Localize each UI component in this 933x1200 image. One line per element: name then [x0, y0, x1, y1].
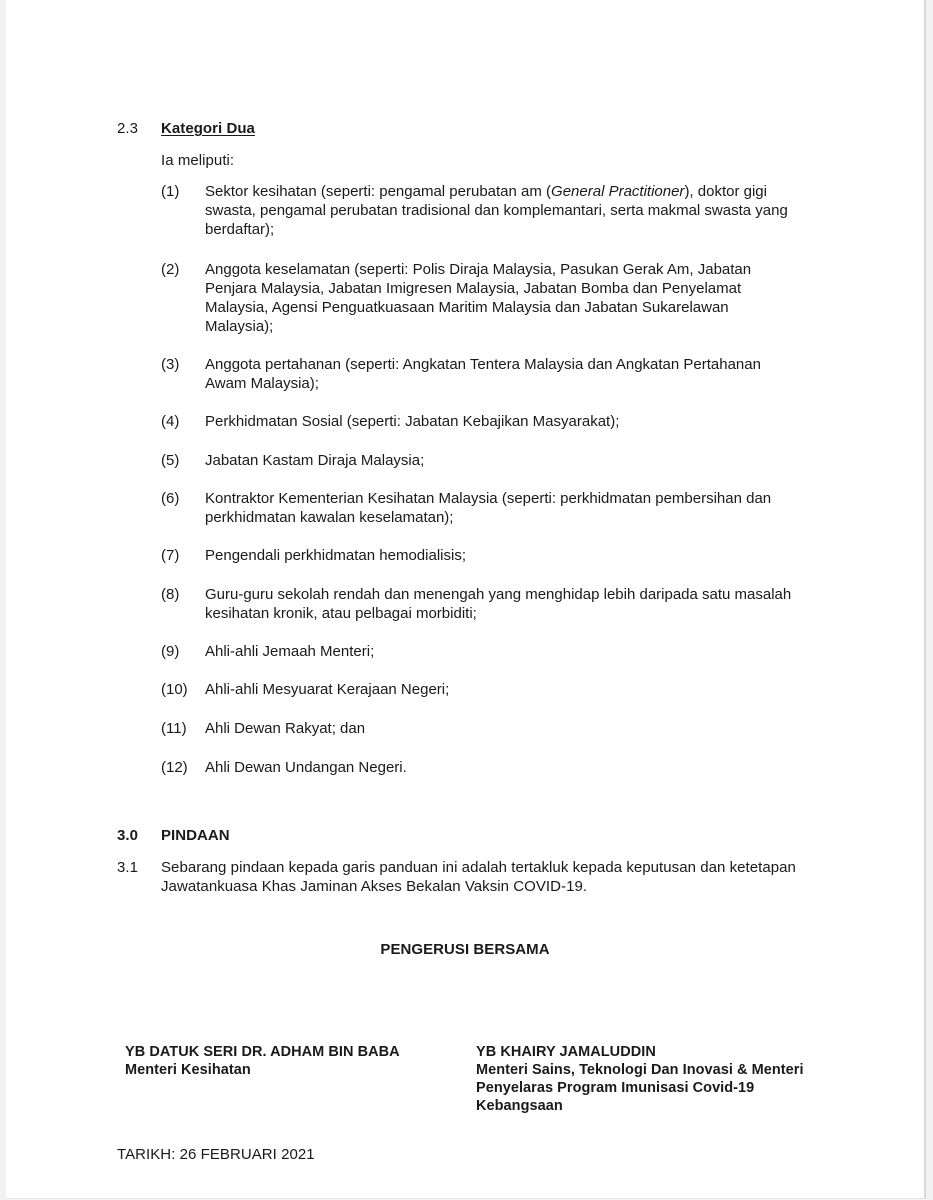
list-item: Sektor kesihatan (seperti: pengamal perubatan am (General Practitioner), doktor gigi swasta, pengamal perubatan tradisional dan komplemantari, serta makmal swasta yang berdaftar); [205, 183, 788, 238]
list-item-number: (7) [161, 547, 180, 564]
list-item-number: (8) [161, 586, 180, 603]
list-item: Ahli-ahli Mesyuarat Kerajaan Negeri; [205, 681, 450, 698]
section-3-0-title: PINDAAN [161, 827, 230, 844]
list-item-number: (4) [161, 413, 180, 430]
list-item-number: (3) [161, 356, 180, 373]
signatory-right-name: YB KHAIRY JAMALUDDIN [476, 1044, 656, 1060]
list-item: Ahli-ahli Jemaah Menteri; [205, 643, 375, 660]
document-page [6, 0, 926, 1199]
list-item: Anggota pertahanan (seperti: Angkatan Tentera Malaysia dan Angkatan Pertahanan Awam Malaysia); [205, 356, 761, 392]
list-item: Anggota keselamatan (seperti: Polis Diraja Malaysia, Pasukan Gerak Am, Jabatan Penjara Malaysia, Jabatan Imigresen Malaysia, Jabatan Bomba dan Penyelamat Malaysia, Agensi Penguatkuasaan Maritim Malaysia dan Jabatan Sukarelawan Malaysia); [205, 261, 752, 335]
signatory-left-name: YB DATUK SERI DR. ADHAM BIN BABA [125, 1044, 400, 1060]
list-item: Perkhidmatan Sosial (seperti: Jabatan Kebajikan Masyarakat); [205, 413, 620, 430]
signatory-left-title: Menteri Kesihatan [125, 1062, 251, 1078]
list-item: Kontraktor Kementerian Kesihatan Malaysia (seperti: perkhidmatan pembersihan dan perkhidmatan kawalan keselamatan); [205, 490, 772, 526]
section-2-3-title: Kategori Dua [161, 120, 255, 137]
list-item: Guru-guru sekolah rendah dan menengah yang menghidap lebih daripada satu masalah kesihatan kronik, atau pelbagai morbiditi; [205, 586, 792, 622]
signature-heading: PENGERUSI BERSAMA [380, 941, 550, 958]
section-2-3-number: 2.3 [117, 120, 139, 137]
signatory-right [476, 1043, 804, 1115]
list-item-number: (9) [161, 643, 180, 660]
list-item: Jabatan Kastam Diraja Malaysia; [205, 452, 425, 469]
section-3-1-number: 3.1 [117, 859, 139, 876]
document-date: TARIKH: 26 FEBRUARI 2021 [117, 1146, 315, 1163]
signatory-right-title-line: Kebangsaan [476, 1098, 563, 1114]
section-3-0-number: 3.0 [117, 827, 139, 844]
section-2-3-intro: Ia meliputi: [161, 152, 235, 169]
list-item-number: (5) [161, 452, 180, 469]
signatory-right-title-line: Menteri Sains, Teknologi Dan Inovasi & Menteri [476, 1062, 804, 1078]
list-item-number: (10) [161, 681, 188, 698]
section-3-1-text: Sebarang pindaan kepada garis panduan ini adalah tertakluk kepada keputusan dan ketetapan Jawatankuasa Khas Jaminan Akses Bekalan Vaksin COVID-19. [161, 859, 796, 895]
list-item-number: (12) [161, 759, 188, 776]
list-item: Pengendali perkhidmatan hemodialisis; [205, 547, 466, 564]
list-item-number: (1) [161, 183, 180, 200]
italic-term: General Practitioner [551, 183, 685, 200]
list-item: Ahli Dewan Undangan Negeri. [205, 759, 407, 776]
list-item-number: (2) [161, 261, 180, 278]
signatory-left [125, 1043, 400, 1079]
list-item-number: (11) [161, 720, 187, 737]
list-item-number: (6) [161, 490, 180, 507]
list-item: Ahli Dewan Rakyat; dan [205, 720, 366, 737]
signatory-right-title-line: Penyelaras Program Imunisasi Covid-19 [476, 1080, 755, 1096]
